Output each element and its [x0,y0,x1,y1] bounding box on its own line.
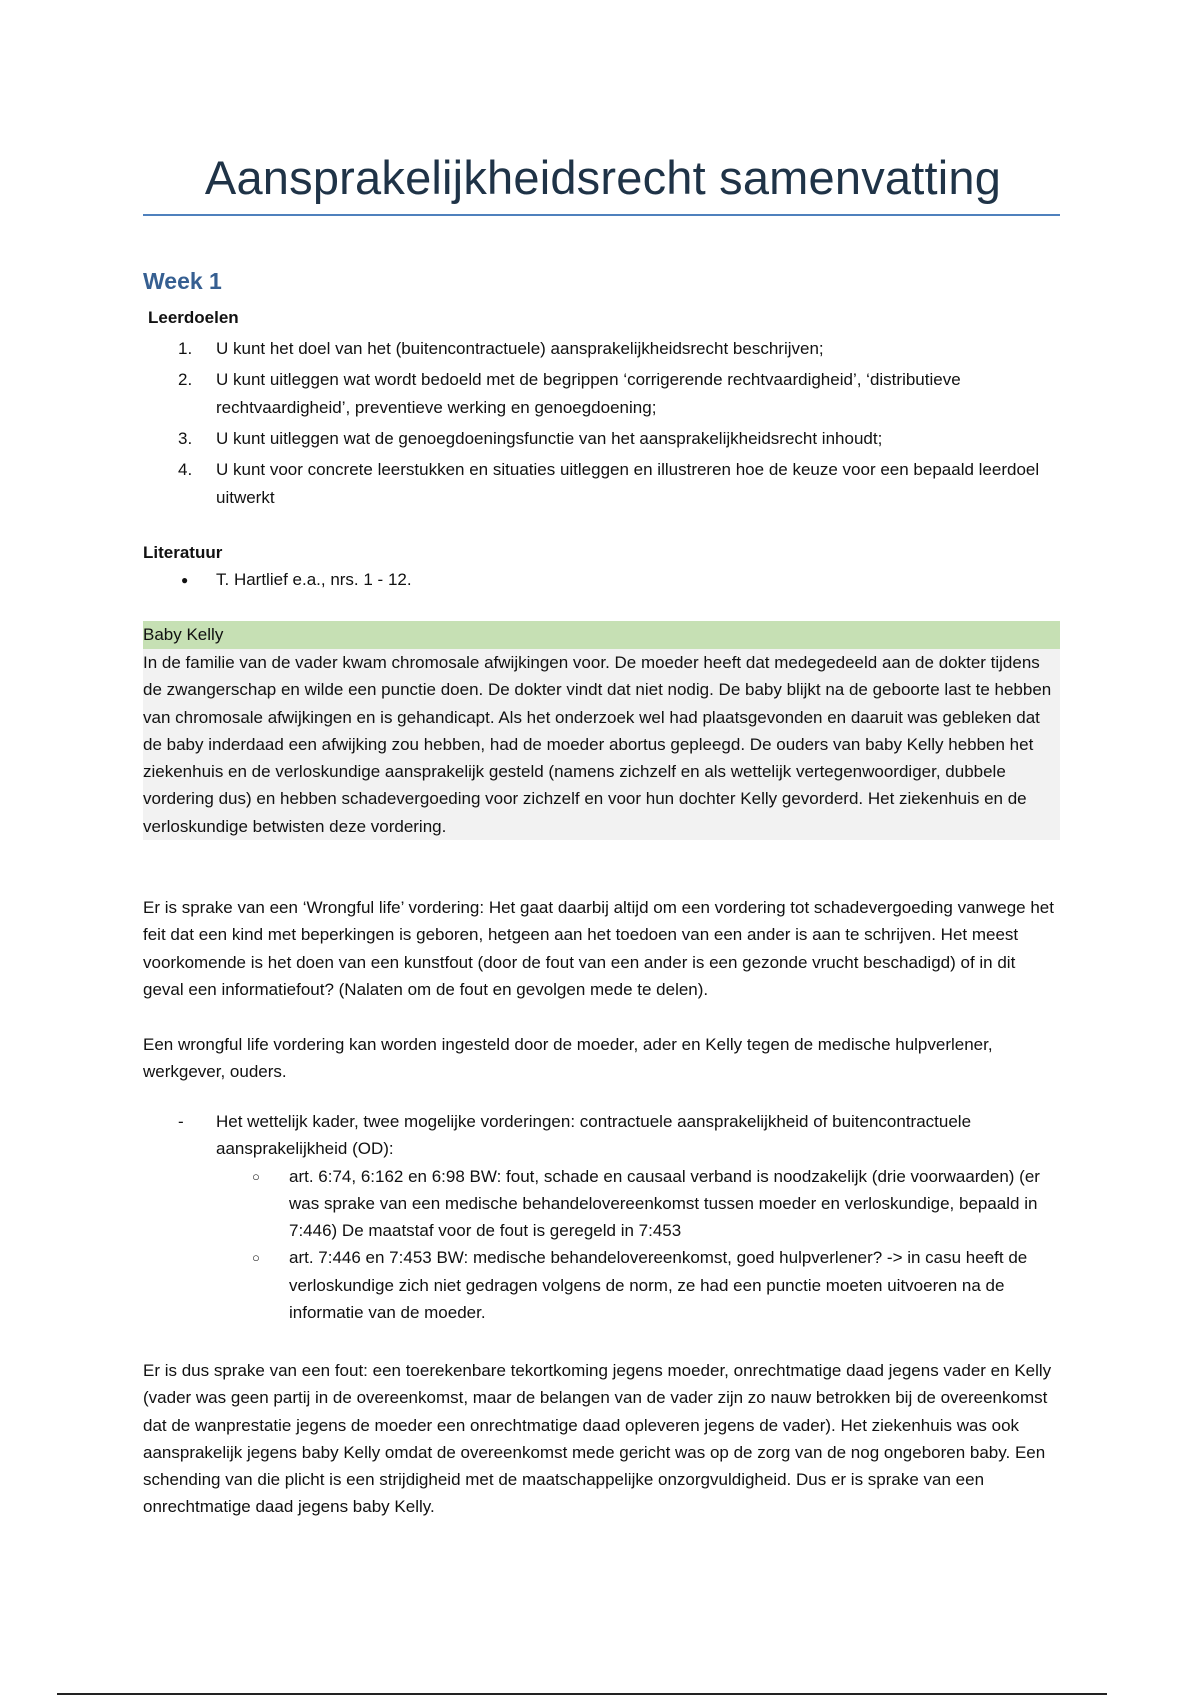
list-item [143,456,1063,512]
bullet-icon: ● [181,573,189,587]
circle-bullet-icon: ○ [252,1250,260,1266]
leerdoelen-heading: Leerdoelen [148,308,239,327]
case-description: In de familie van de vader kwam chromosale afwijkingen voor. De moeder heeft dat medegedeeld aan de dokter tijdens de zwangerschap en wilde een punctie doen. De dokter vindt dat niet nodig. De baby blijkt na de geboorte last te hebben van chromosale afwijkingen en is gehandicapt. Als het onderzoek wel had plaatsgevonden en daaruit was gebleken dat de baby inderdaad een afwijking zou hebben, had de moeder abortus gepleegd. De ouders van baby Kelly hebben het ziekenhuis en de verloskundige aansprakelijk gesteld (namens zichzelf en als wettelijk vertegenwoordiger, dubbele vordering dus) en hebben schadevergoeding voor zichzelf en voor hun dochter Kelly gevorderd. Het ziekenhuis en de verloskundige betwisten deze vordering. [143,649,1060,840]
article-sublist [216,1163,1063,1327]
conclusion-paragraph: Er is dus sprake van een fout: een toerekenbare tekortkoming jegens moeder, onrechtmatige daad jegens vader en Kelly (vader was geen partij in de overeenkomst, maar de belangen van de vader zijn zo nauw betrokken bij de overeenkomst dat de wanprestatie jegens de moeder een onrechtmatige daad opleveren jegens de vader). Het ziekenhuis was ook aansprakelijk jegens baby Kelly omdat de overeenkomst mede gericht was op de zorg van de nog ongeboren baby. Een schending van die plicht is een strijdigheid met de maatschappelijke onzorgvuldigheid. Dus er is sprake van een onrechtmatige daad jegens baby Kelly. [143,1361,1052,1517]
list-item-text: Het wettelijk kader, twee mogelijke vorderingen: contractuele aansprakelijkheid of buitencontractuele aansprakelijkheid (OD): [216,1112,972,1159]
week-heading: Week 1 [143,268,222,294]
list-item [216,1163,1063,1245]
list-item-text: art. 7:446 en 7:453 BW: medische behandelovereenkomst, goed hulpverlener? -> in casu heeft de verloskundige zich niet gedragen volgens de norm, ze had een punctie moeten uitvoeren na de informatie van de moeder. [289,1248,1028,1323]
list-item [143,366,1063,422]
literatuur-heading: Literatuur [143,543,223,562]
circle-bullet-icon: ○ [252,1168,260,1184]
list-item [216,1244,1063,1326]
literatuur-list [143,566,1063,594]
list-number: 3. [178,429,193,448]
page-bottom-rule [57,1693,1107,1695]
case-label: Baby Kelly [143,621,1060,649]
list-item-text: T. Hartlief e.a., nrs. 1 - 12. [216,570,412,589]
list-item [143,566,1063,594]
list-number: 2. [178,370,193,389]
list-item-text: U kunt uitleggen wat de genoegdoeningsfunctie van het aansprakelijkheidsrecht inhoudt; [216,429,883,448]
list-item [143,425,1063,453]
claim-paragraph: Een wrongful life vordering kan worden ingesteld door de moeder, ader en Kelly tegen de medische hulpverlener, werkgever, ouders. [143,1035,993,1082]
title-underline [143,214,1060,216]
list-number: 4. [178,460,193,479]
list-item-text: U kunt voor concrete leerstukken en situaties uitleggen en illustreren hoe de keuze voor een bepaald leerdoel uitwerkt [216,460,1040,507]
list-item-text: U kunt het doel van het (buitencontractuele) aansprakelijkheidsrecht beschrijven; [216,339,824,358]
list-item-text: U kunt uitleggen wat wordt bedoeld met de begrippen ‘corrigerende rechtvaardigheid’, ‘distributieve rechtvaardigheid’, preventieve werking en genoegdoening; [216,370,961,417]
leerdoelen-list [143,335,1063,515]
list-number: 1. [178,339,193,358]
list-item [143,1108,1063,1326]
wrongful-life-paragraph: Er is sprake van een ‘Wrongful life’ vordering: Het gaat daarbij altijd om een vordering tot schadevergoeding vanwege het feit dat een kind met beperkingen is geboren, hetgeen aan het toedoen van een ander is aan te schrijven. Het meest voorkomende is het doen van een kunstfout (door de fout van een ander is een gezonde vrucht beschadigd) of in dit geval een informatiefout? (Nalaten om de fout en gevolgen mede te delen). [143,898,1054,999]
legal-framework-list [143,1108,1063,1326]
list-item [143,335,1063,363]
dash-bullet: - [178,1112,184,1131]
document-title: Aansprakelijkheidsrecht samenvatting [204,151,1002,204]
list-item-text: art. 6:74, 6:162 en 6:98 BW: fout, schade en causaal verband is noodzakelijk (drie voorwaarden) (er was sprake van een medische behandelovereenkomst tussen moeder en verloskundige, bepaald in 7:446) De maatstaf voor de fout is geregeld in 7:453 [289,1166,1040,1241]
